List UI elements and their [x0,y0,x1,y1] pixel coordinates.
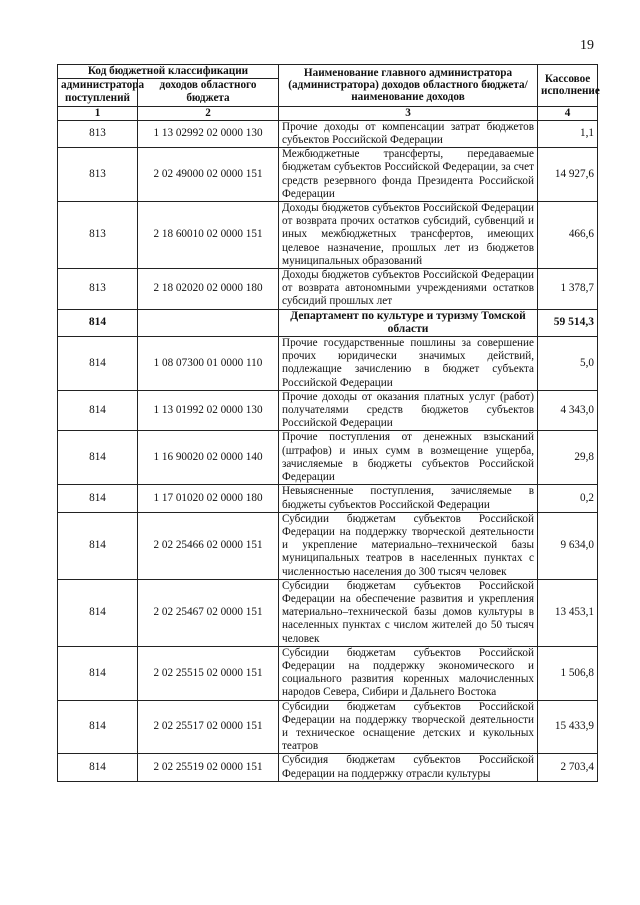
department-row [58,309,598,336]
execution-amount: 1 378,7 [538,269,598,310]
income-code: 1 13 02992 02 0000 130 [138,120,279,147]
table-row [58,754,598,781]
execution-amount: 4 343,0 [538,390,598,431]
table-row [58,202,598,269]
income-code: 2 02 25467 02 0000 151 [138,579,279,646]
income-name: Субсидии бюджетам субъектов Российской Федерации на обеспечение развития и укрепления материально–технической базы домов культуры в населенных пунктах с числом жителей до 50 тысяч человек [279,579,538,646]
execution-amount: 14 927,6 [538,148,598,202]
income-code: 1 13 01992 02 0000 130 [138,390,279,431]
table-row [58,431,598,485]
header-execution: Кассовое исполнение [538,65,598,107]
execution-amount: 15 433,9 [538,700,598,754]
execution-amount: 13 453,1 [538,579,598,646]
income-name: Невыясненные поступления, зачисляемые в бюджеты субъектов Российской Федерации [279,485,538,512]
table-row [58,269,598,310]
execution-amount: 0,2 [538,485,598,512]
income-name: Субсидии бюджетам субъектов Российской Федерации на поддержку творческой деятельности и техническое оснащение детских и кукольных театров [279,700,538,754]
header-code-group: Код бюджетной классификации [58,65,279,79]
income-code: 2 02 25515 02 0000 151 [138,646,279,700]
admin-code: 814 [58,579,138,646]
income-name: Субсидии бюджетам субъектов Российской Федерации на поддержку творческой деятельности и укрепление материально–технической базы муниципальных театров в населенных пунктах с численностью населения до 300 тысяч человек [279,512,538,579]
admin-code: 813 [58,269,138,310]
table-row [58,512,598,579]
header-income-code: доходов областного бюджета [138,79,279,106]
income-name: Прочие доходы от оказания платных услуг (работ) получателями средств бюджетов субъектов Российской Федерации [279,390,538,431]
department-name: Департамент по культуре и туризму Томской области [279,309,538,336]
table-row [58,485,598,512]
table-row [58,148,598,202]
admin-code: 813 [58,202,138,269]
header-num-2: 2 [138,106,279,120]
income-name: Прочие государственные пошлины за совершение прочих юридически значимых действий, подлежащие зачислению в бюджет субъекта Российской Федерации [279,337,538,391]
income-code: 2 02 49000 02 0000 151 [138,148,279,202]
income-code: 1 08 07300 01 0000 110 [138,337,279,391]
execution-amount: 9 634,0 [538,512,598,579]
income-code: 2 02 25519 02 0000 151 [138,754,279,781]
admin-code: 813 [58,148,138,202]
header-num-3: 3 [279,106,538,120]
admin-code: 814 [58,337,138,391]
table-row [58,337,598,391]
table-row [58,390,598,431]
table-body [58,120,598,781]
header-admin: администратора поступлений [58,79,138,106]
execution-amount: 466,6 [538,202,598,269]
admin-code: 814 [58,700,138,754]
admin-code: 814 [58,485,138,512]
income-name: Субсидии бюджетам субъектов Российской Федерации на поддержку экономического и социального развития коренных малочисленных народов Севера, Сибири и Дальнего Востока [279,646,538,700]
table-row [58,579,598,646]
header-row [58,65,598,79]
admin-code: 814 [58,646,138,700]
header-number-row [58,106,598,120]
income-code: 1 17 01020 02 0000 180 [138,485,279,512]
income-code: 2 02 25466 02 0000 151 [138,512,279,579]
department-total: 59 514,3 [538,309,598,336]
budget-table [57,64,598,782]
admin-code: 814 [58,512,138,579]
table-row [58,700,598,754]
admin-code: 814 [58,390,138,431]
table-row [58,646,598,700]
income-code: 2 02 25517 02 0000 151 [138,700,279,754]
execution-amount: 1 506,8 [538,646,598,700]
income-code: 2 18 60010 02 0000 151 [138,202,279,269]
header-name: Наименование главного администратора (администратора) доходов областного бюджета/ наименование доходов [279,65,538,107]
header-num-4: 4 [538,106,598,120]
admin-code: 813 [58,120,138,147]
income-name: Прочие поступления от денежных взысканий (штрафов) и иных сумм в возмещение ущерба, зачисляемые в бюджеты субъектов Российской Федерации [279,431,538,485]
admin-code: 814 [58,309,138,336]
header-num-1: 1 [58,106,138,120]
page-number: 19 [580,38,594,53]
admin-code: 814 [58,431,138,485]
execution-amount: 5,0 [538,337,598,391]
income-code: 1 16 90020 02 0000 140 [138,431,279,485]
table-row [58,120,598,147]
income-name: Доходы бюджетов субъектов Российской Федерации от возврата прочих остатков субсидий, субвенций и иных межбюджетных трансфертов, имеющих целевое назначение, прошлых лет из бюджетов муниципальных образований [279,202,538,269]
income-name: Субсидия бюджетам субъектов Российской Федерации на поддержку отрасли культуры [279,754,538,781]
income-name: Межбюджетные трансферты, передаваемые бюджетам субъектов Российской Федерации, за счет средств резервного фонда Президента Российской Федерации [279,148,538,202]
income-code [138,309,279,336]
execution-amount: 1,1 [538,120,598,147]
income-name: Доходы бюджетов субъектов Российской Федерации от возврата автономными учреждениями остатков субсидий прошлых лет [279,269,538,310]
execution-amount: 29,8 [538,431,598,485]
admin-code: 814 [58,754,138,781]
execution-amount: 2 703,4 [538,754,598,781]
income-code: 2 18 02020 02 0000 180 [138,269,279,310]
income-name: Прочие доходы от компенсации затрат бюджетов субъектов Российской Федерации [279,120,538,147]
